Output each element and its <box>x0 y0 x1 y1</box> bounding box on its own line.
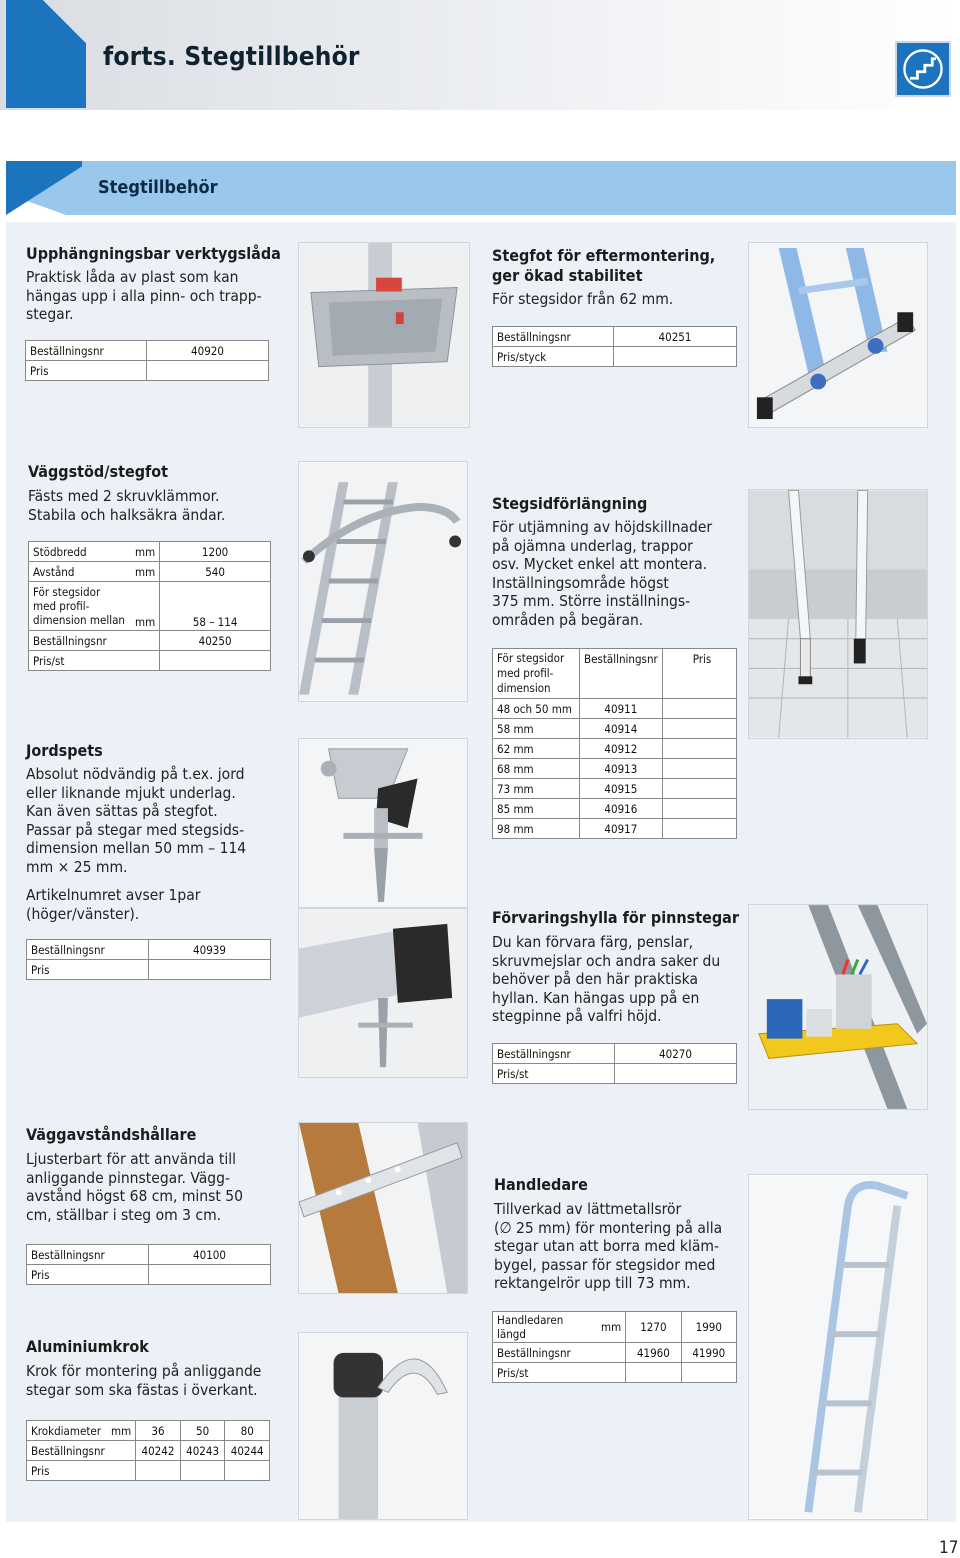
jordspets-title: Jordspets <box>26 741 103 760</box>
forvaringshylla-table <box>492 1043 737 1084</box>
table-row: Beställningsnr 40270 <box>493 1044 737 1064</box>
hook-photo <box>298 1332 468 1520</box>
vaggstod-description: Fästs med 2 skruvklämmor. Stabila och halksäkra ändar. <box>28 487 226 524</box>
ground-spike-photo <box>298 738 468 908</box>
wall-distance-photo <box>298 1122 468 1294</box>
table-row: 58 mm 40914 <box>493 719 737 739</box>
jordspets-table <box>26 939 271 980</box>
table-row: Beställningsnr 40251 <box>493 327 737 347</box>
ladder-foot-photo <box>748 242 928 428</box>
table-row: Pris <box>27 960 271 980</box>
handrail-photo <box>748 1174 928 1520</box>
table-row: 68 mm 40913 <box>493 759 737 779</box>
table-row: 62 mm 40912 <box>493 739 737 759</box>
tool-box-photo <box>298 242 470 428</box>
table-row: Avstånd mm 540 <box>29 562 271 582</box>
aluminiumkrok-title: Aluminiumkrok <box>26 1337 149 1356</box>
table-row: Beställningsnr 40100 <box>27 1245 271 1265</box>
vaggavstand-table <box>26 1244 271 1285</box>
verktygslada-title: Upphängningsbar verktygslåda <box>26 244 281 263</box>
table-row: Stödbredd mm 1200 <box>29 542 271 562</box>
stegfot-description: För stegsidor från 62 mm. <box>492 290 674 308</box>
extension-photo <box>748 489 928 739</box>
forlangning-description: För utjämning av höjdskillnader på ojämna underlag, trappor osv. Mycket enkel att montera. Inställningsområde högst 375 mm. Större inställnings- områden på begäran. <box>492 518 713 629</box>
table-row: För stegsidor med profil- dimension Beställningsnr Pris <box>493 649 737 699</box>
jordspets-description: Absolut nödvändig på t.ex. jord eller liknande mjukt underlag. Kan även sättas på stegfot. Passar på stegar med stegsids- dimension mellan 50 mm – 114 mm × 25 mm. <box>26 765 247 876</box>
verktygslada-table <box>25 340 269 381</box>
forlangning-table <box>492 648 737 839</box>
table-row: Pris/st <box>493 1064 737 1084</box>
forvaringshylla-title: Förvaringshylla för pinnstegar <box>492 908 739 927</box>
table-row: Pris/st <box>29 651 271 671</box>
table-row: 73 mm 40915 <box>493 779 737 799</box>
handledare-description: Tillverkad av lättmetallsrör (∅ 25 mm) för montering på alla stegar utan att borra med kläm- bygel, passar för stegsidor med rektangelrör upp till 73 mm. <box>494 1200 723 1293</box>
aluminiumkrok-description: Krok för montering på anliggande stegar som ska fästas i överkant. <box>26 1362 262 1399</box>
stegfot-title: Stegfot för eftermontering, ger ökad stabilitet <box>492 246 716 285</box>
table-row: Beställningsnr 40242 40243 40244 <box>27 1441 270 1461</box>
table-row: Krokdiameter mm 36 50 80 <box>27 1421 270 1441</box>
stairs-logo-icon <box>895 41 951 97</box>
vaggstod-table <box>28 541 271 671</box>
table-row: Handledaren längd mm 1270 1990 <box>493 1312 737 1343</box>
table-row: Pris <box>27 1265 271 1285</box>
section-title: Stegtillbehör <box>98 177 218 198</box>
forlangning-title: Stegsidförlängning <box>492 494 648 513</box>
wall-support-photo <box>298 461 468 702</box>
table-row: Pris <box>27 1461 270 1481</box>
page-number: 17 <box>939 1538 959 1558</box>
table-row: Beställningsnr 40250 <box>29 631 271 651</box>
forvaringshylla-description: Du kan förvara färg, penslar, skruvmejslar och andra saker du behöver på den här praktiska hyllan. Kan hängas upp på en stegpinne på valfri höjd. <box>492 933 721 1026</box>
vaggavstand-title: Väggavståndshållare <box>26 1125 197 1144</box>
aluminiumkrok-table <box>26 1420 270 1481</box>
table-row: För stegsidor med profil- dimension mellan mm 58 – 114 <box>29 582 271 631</box>
table-row: Beställningsnr 41960 41990 <box>493 1343 737 1363</box>
vaggstod-title: Väggstöd/stegfot <box>28 462 169 481</box>
table-row: Pris <box>26 361 269 381</box>
handledare-table <box>492 1311 737 1383</box>
stegfot-table <box>492 326 737 367</box>
vaggavstand-description: Ljusterbart för att använda till anliggande pinnstegar. Vägg- avstånd högst 68 cm, minst 50 cm, ställbar i steg om 3 cm. <box>26 1150 244 1224</box>
verktygslada-description: Praktisk låda av plast som kan hängas upp i alla pinn- och trapp- stegar. <box>26 268 262 324</box>
table-row: 98 mm 40917 <box>493 819 737 839</box>
table-row: Beställningsnr 40939 <box>27 940 271 960</box>
handledare-title: Handledare <box>494 1175 588 1194</box>
table-row: Pris/st <box>493 1363 737 1383</box>
table-row: 48 och 50 mm 40911 <box>493 699 737 719</box>
ground-spike-closeup-photo <box>298 908 468 1078</box>
table-row: Pris/styck <box>493 347 737 367</box>
shelf-photo <box>748 904 928 1110</box>
table-row: 85 mm 40916 <box>493 799 737 819</box>
jordspets-note: Artikelnumret avser 1par (höger/vänster). <box>26 886 201 923</box>
page-title: forts. Stegtillbehör <box>103 42 360 72</box>
table-row: Beställningsnr 40920 <box>26 341 269 361</box>
